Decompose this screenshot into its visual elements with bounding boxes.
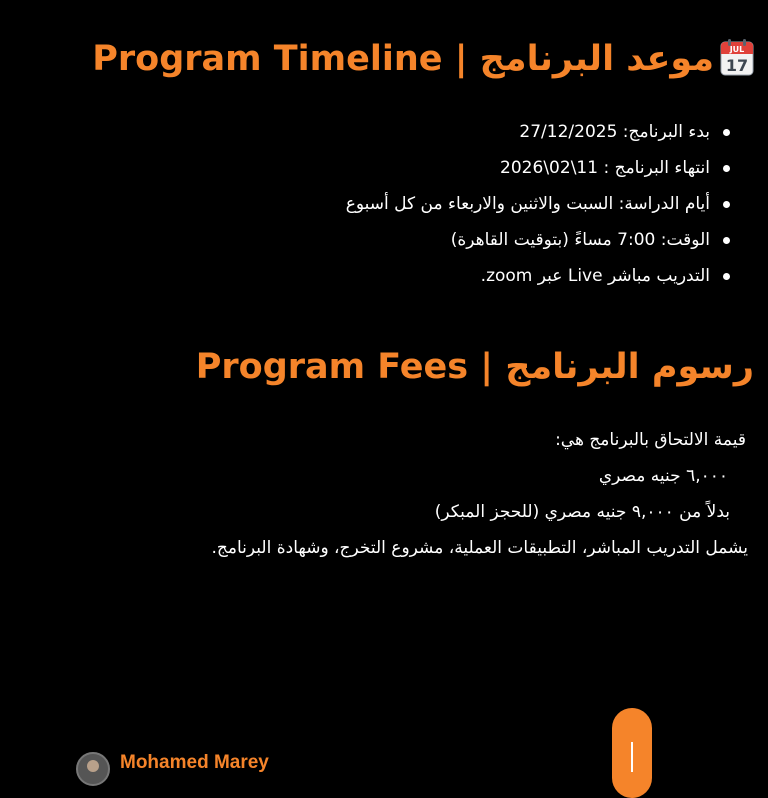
- list-item: بدء البرنامج: 27/12/2025: [346, 114, 732, 150]
- fees-section: [212, 422, 749, 566]
- scroll-handle[interactable]: [612, 708, 652, 798]
- list-item: أيام الدراسة: السبت والاثنين والاربعاء من كل أسبوع: [346, 186, 732, 222]
- list-item: الوقت: 7:00 مساءً (بتوقيت القاهرة): [346, 222, 732, 258]
- fees-price: ٦,٠٠٠ جنيه مصري: [598, 466, 728, 486]
- fees-heading: رسوم البرنامج | Program Fees: [195, 347, 754, 387]
- list-item: التدريب مباشر Live عبر zoom.: [346, 258, 732, 294]
- fees-includes: يشمل التدريب المباشر، التطبيقات العملية، مشروع التخرج، وشهادة البرنامج.: [211, 538, 748, 558]
- calendar-icon-month: JUL: [729, 45, 745, 54]
- author-name: Mohamed Marey: [120, 752, 269, 773]
- fees-intro: قيمة الالتحاق بالبرنامج هي:: [555, 430, 746, 450]
- timeline-heading: [92, 38, 754, 80]
- timeline-list: [346, 114, 732, 294]
- list-item: انتهاء البرنامج : 11\02\2026: [346, 150, 732, 186]
- avatar: [76, 752, 110, 786]
- calendar-icon: [720, 39, 754, 77]
- fees-original-price: بدلاً من ٩,٠٠٠ جنيه مصري (للحجز المبكر): [434, 502, 730, 522]
- calendar-icon-day: 17: [725, 56, 749, 75]
- timeline-heading-text: موعد البرنامج | Program Timeline: [92, 39, 714, 79]
